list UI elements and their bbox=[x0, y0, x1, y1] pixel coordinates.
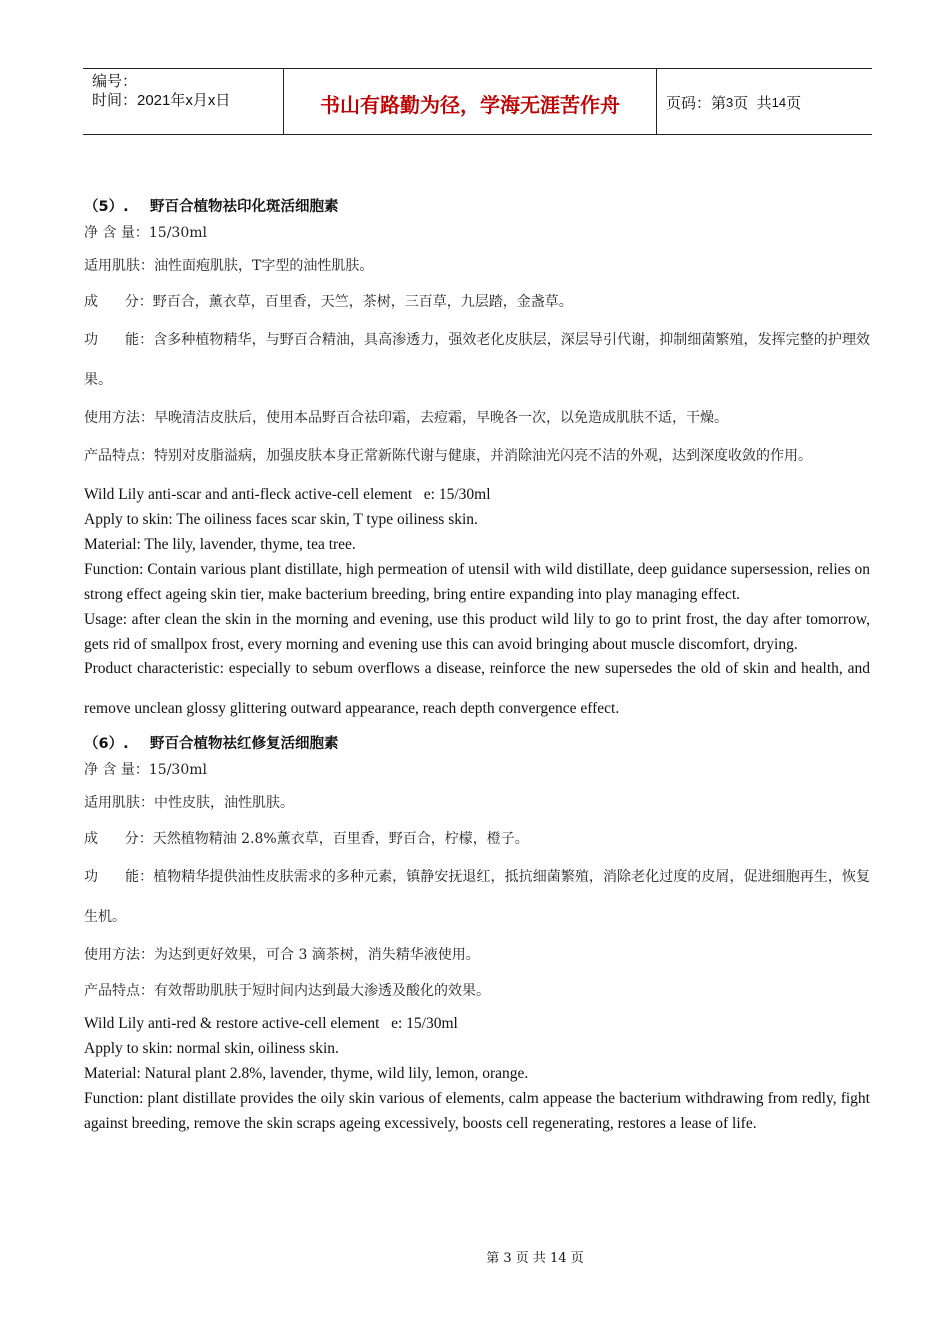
page-total: 14 bbox=[771, 94, 787, 110]
section-5-material: 成 分：野百合，薰衣草，百里香，天竺，茶树，三百草，九层踏，金盏草。 bbox=[84, 294, 573, 310]
header-motto: 书山有路勤为径，学海无涯苦作舟 bbox=[284, 69, 657, 134]
section-6-heading: 野百合植物祛红修复活细胞素 bbox=[150, 736, 339, 752]
section-5-number: （5）. bbox=[84, 199, 129, 215]
section-6-en-skin: Apply to skin: normal skin, oiliness skin. bbox=[84, 1040, 339, 1057]
section-5-en-feature: Product characteristic: especially to sebum overflows a disease, reinforce the new supersedes the old of skin and health, and remove unclean glossy glittering outward appearance, reach depth convergence effect. bbox=[84, 660, 870, 717]
page-end: 页 bbox=[786, 94, 802, 112]
page-mid: 页 共 bbox=[733, 94, 772, 112]
section-6-feature: 产品特点：有效帮助肌肤于短时间内达到最大渗透及酸化的效果。 bbox=[84, 983, 490, 999]
document-body bbox=[84, 196, 870, 1136]
section-5-title bbox=[84, 196, 870, 218]
section-6-en-function: Function: plant distillate provides the oily skin various of elements, calm appease the bacterium withdrawing from redly, fight against breeding, remove the skin scraps ageing excessively, boosts cell regenerating, restores a lease of life. bbox=[84, 1090, 870, 1132]
section-6-number: （6）. bbox=[84, 736, 129, 752]
page-number: 3 bbox=[726, 94, 734, 110]
header-meta bbox=[83, 69, 284, 134]
section-6-net: 净 含 量：15/30ml bbox=[84, 762, 207, 778]
section-5-net: 净 含 量：15/30ml bbox=[84, 225, 207, 241]
section-5-en-material: Material: The lily, lavender, thyme, tea tree. bbox=[84, 536, 356, 553]
section-5-en-title: Wild Lily anti-scar and anti-fleck active-cell element e: 15/30ml bbox=[84, 486, 491, 503]
section-5-usage: 使用方法：早晚清洁皮肤后，使用本品野百合祛印霜，去痘霜，早晚各一次，以免造成肌肤不适，干燥。 bbox=[84, 410, 728, 426]
section-6-en-title: Wild Lily anti-red & restore active-cell element e: 15/30ml bbox=[84, 1015, 458, 1032]
section-5-en-usage: Usage: after clean the skin in the morning and evening, use this product wild lily to go to print frost, the day after tomorrow, gets rid of smallpox frost, every morning and evening use this can avoid bringing about muscle discomfort, drying. bbox=[84, 611, 870, 653]
section-6-en-material: Material: Natural plant 2.8%, lavender, thyme, wild lily, lemon, orange. bbox=[84, 1065, 529, 1082]
section-5-feature: 产品特点：特别对皮脂溢病，加强皮肤本身正常新陈代谢与健康，并消除油光闪亮不洁的外观，达到深度收敛的作用。 bbox=[84, 448, 812, 464]
section-6-usage: 使用方法：为达到更好效果，可合 3 滴茶树，消失精华液使用。 bbox=[84, 947, 480, 963]
section-5-function: 功 能：含多种植物精华，与野百合精油，具高渗透力，强效老化皮肤层，深层导引代谢，抑制细菌繁殖，发挥完整的护理效果。 bbox=[84, 332, 870, 388]
section-6-title bbox=[84, 733, 870, 755]
section-5-heading: 野百合植物祛印化斑活细胞素 bbox=[150, 199, 339, 215]
section-6-skin: 适用肌肤：中性皮肤，油性肌肤。 bbox=[84, 795, 294, 811]
section-5-en-skin: Apply to skin: The oiliness faces scar skin, T type oiliness skin. bbox=[84, 511, 478, 528]
date-label: 时间：2021年x月x日 bbox=[92, 92, 231, 109]
code-label: 编号： bbox=[92, 73, 138, 90]
page-footer: 第 3 页 共 14 页 bbox=[486, 1251, 584, 1266]
header-page-info bbox=[657, 69, 872, 134]
page-label: 页码：第 bbox=[666, 94, 727, 112]
section-5-en-function: Function: Contain various plant distillate, high permeation of utensil with wild distillate, deep guidance supersession, relies on strong effect ageing skin tier, make bacterium breeding, bring entire expanding into play managing effect. bbox=[84, 561, 870, 603]
section-6-material: 成 分：天然植物精油 2.8%薰衣草，百里香，野百合，柠檬，橙子。 bbox=[84, 831, 529, 847]
page-header bbox=[83, 68, 872, 135]
section-5-skin: 适用肌肤：油性面疱肌肤，T字型的油性肌肤。 bbox=[84, 258, 374, 274]
section-6-function: 功 能：植物精华提供油性皮肤需求的多种元素，镇静安抚退红，抵抗细菌繁殖，消除老化过度的皮屑，促进细胞再生，恢复生机。 bbox=[84, 869, 870, 925]
